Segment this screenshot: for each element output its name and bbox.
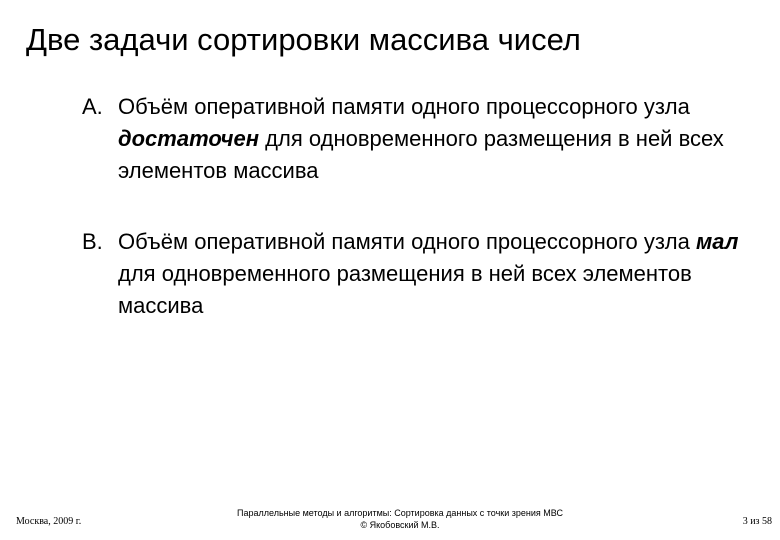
- list-item-b-text: [118, 226, 752, 322]
- list-item-a-emphasis: достаточен: [118, 126, 260, 151]
- slide-title: Две задачи сортировки массива чисел: [26, 22, 581, 57]
- list-item-a: [82, 91, 752, 187]
- footer-course-title: Параллельные методы и алгоритмы: Сортировка данных с точки зрения МВС: [237, 508, 563, 518]
- list-item-a-text-before: Объём оперативной памяти одного процессорного узла: [118, 94, 690, 119]
- list-marker-b: B.: [82, 229, 103, 254]
- list-item-b-emphasis: мал: [695, 229, 739, 254]
- list-item-b-text-after: для одновременного размещения в ней всех элементов массива: [118, 261, 692, 318]
- list-item-a-text: [118, 91, 752, 187]
- footer-page-number: 3 из 58: [742, 516, 772, 527]
- list-item-a-text-after: для одновременного размещения в ней всех элементов массива: [118, 126, 724, 183]
- list-marker-a: A.: [82, 94, 103, 119]
- list-item-b-text-before: Объём оперативной памяти одного процессорного узла: [118, 229, 696, 254]
- footer-course-info: [190, 507, 610, 531]
- footer-author: © Якобовский М.В.: [360, 520, 440, 530]
- list-item-b: [82, 226, 752, 322]
- footer-location-date: Москва, 2009 г.: [16, 516, 82, 527]
